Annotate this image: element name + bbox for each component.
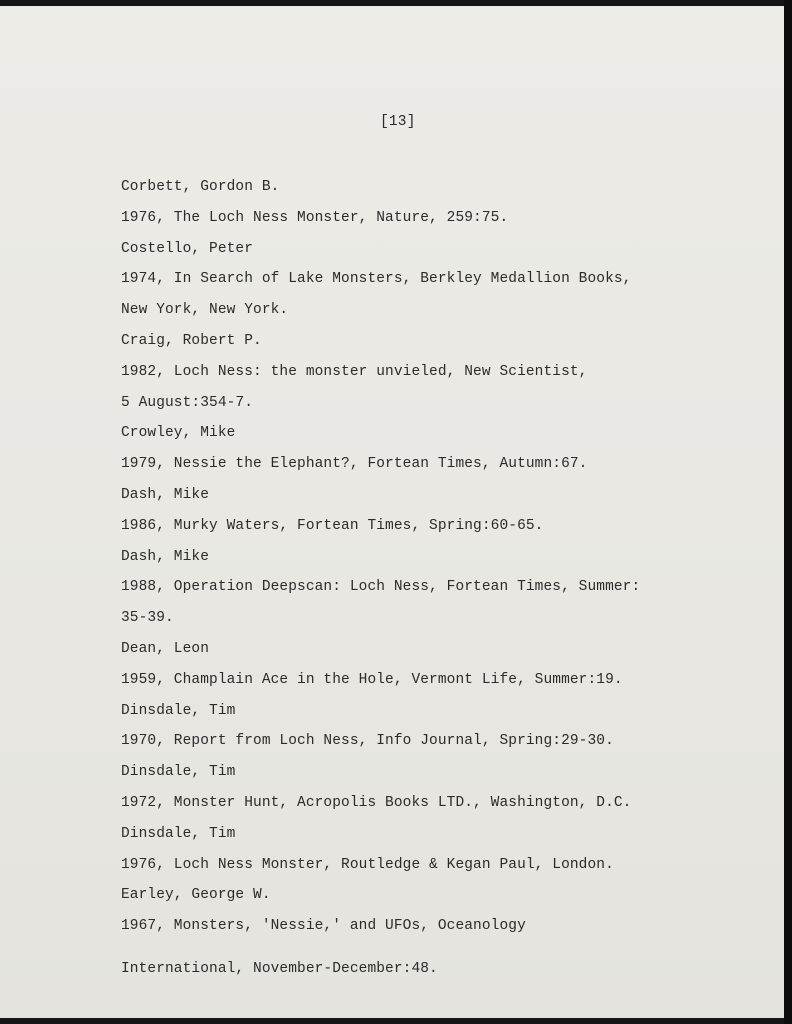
bibliography-line: Dash, Mike [121, 486, 210, 503]
bibliography-line: New York, New York. [121, 302, 289, 319]
bibliography-line: 1974, In Search of Lake Monsters, Berkley Medallion Books, [121, 271, 632, 288]
bibliography-line: International, November-December:48. [121, 960, 438, 977]
bibliography-line: 1979, Nessie the Elephant?, Fortean Times, Autumn:67. [121, 456, 588, 473]
bibliography-line: Corbett, Gordon B. [121, 179, 280, 195]
page-number: [13] [380, 114, 416, 130]
bibliography-line: Craig, Robert P. [121, 332, 262, 349]
bibliography-line: 1959, Champlain Ace in the Hole, Vermont Life, Summer:19. [121, 671, 623, 688]
bibliography-line: Dinsdale, Tim [121, 764, 236, 781]
bibliography-line: 1976, The Loch Ness Monster, Nature, 259:75. [121, 209, 509, 226]
bibliography-line: Crowley, Mike [121, 425, 236, 442]
bibliography-line: 1988, Operation Deepscan: Loch Ness, Fortean Times, Summer: [121, 579, 641, 596]
scan-edge [784, 0, 792, 1024]
bibliography-line: Dinsdale, Tim [121, 825, 236, 842]
bibliography-line: 5 August:354-7. [121, 394, 254, 411]
bibliography-line: Costello, Peter [121, 240, 254, 257]
bibliography-line: 1970, Report from Loch Ness, Info Journal, Spring:29-30. [121, 733, 614, 750]
bibliography-line: 1976, Loch Ness Monster, Routledge & Kegan Paul, London. [121, 856, 614, 873]
bibliography-list [121, 172, 721, 985]
bibliography-line: Earley, George W. [121, 887, 271, 904]
bibliography-line: Dinsdale, Tim [121, 702, 236, 719]
document-page [0, 6, 786, 1018]
bibliography-line: 1972, Monster Hunt, Acropolis Books LTD., Washington, D.C. [121, 794, 632, 811]
bibliography-line: 1986, Murky Waters, Fortean Times, Spring:60-65. [121, 517, 544, 534]
bibliography-line: 1967, Monsters, 'Nessie,' and UFOs, Oceanology [121, 918, 526, 935]
bibliography-line: 35-39. [121, 610, 174, 627]
bibliography-line: Dash, Mike [121, 548, 210, 565]
bibliography-line: Dean, Leon [121, 640, 210, 657]
bibliography-line: 1982, Loch Ness: the monster unvieled, New Scientist, [121, 363, 588, 380]
